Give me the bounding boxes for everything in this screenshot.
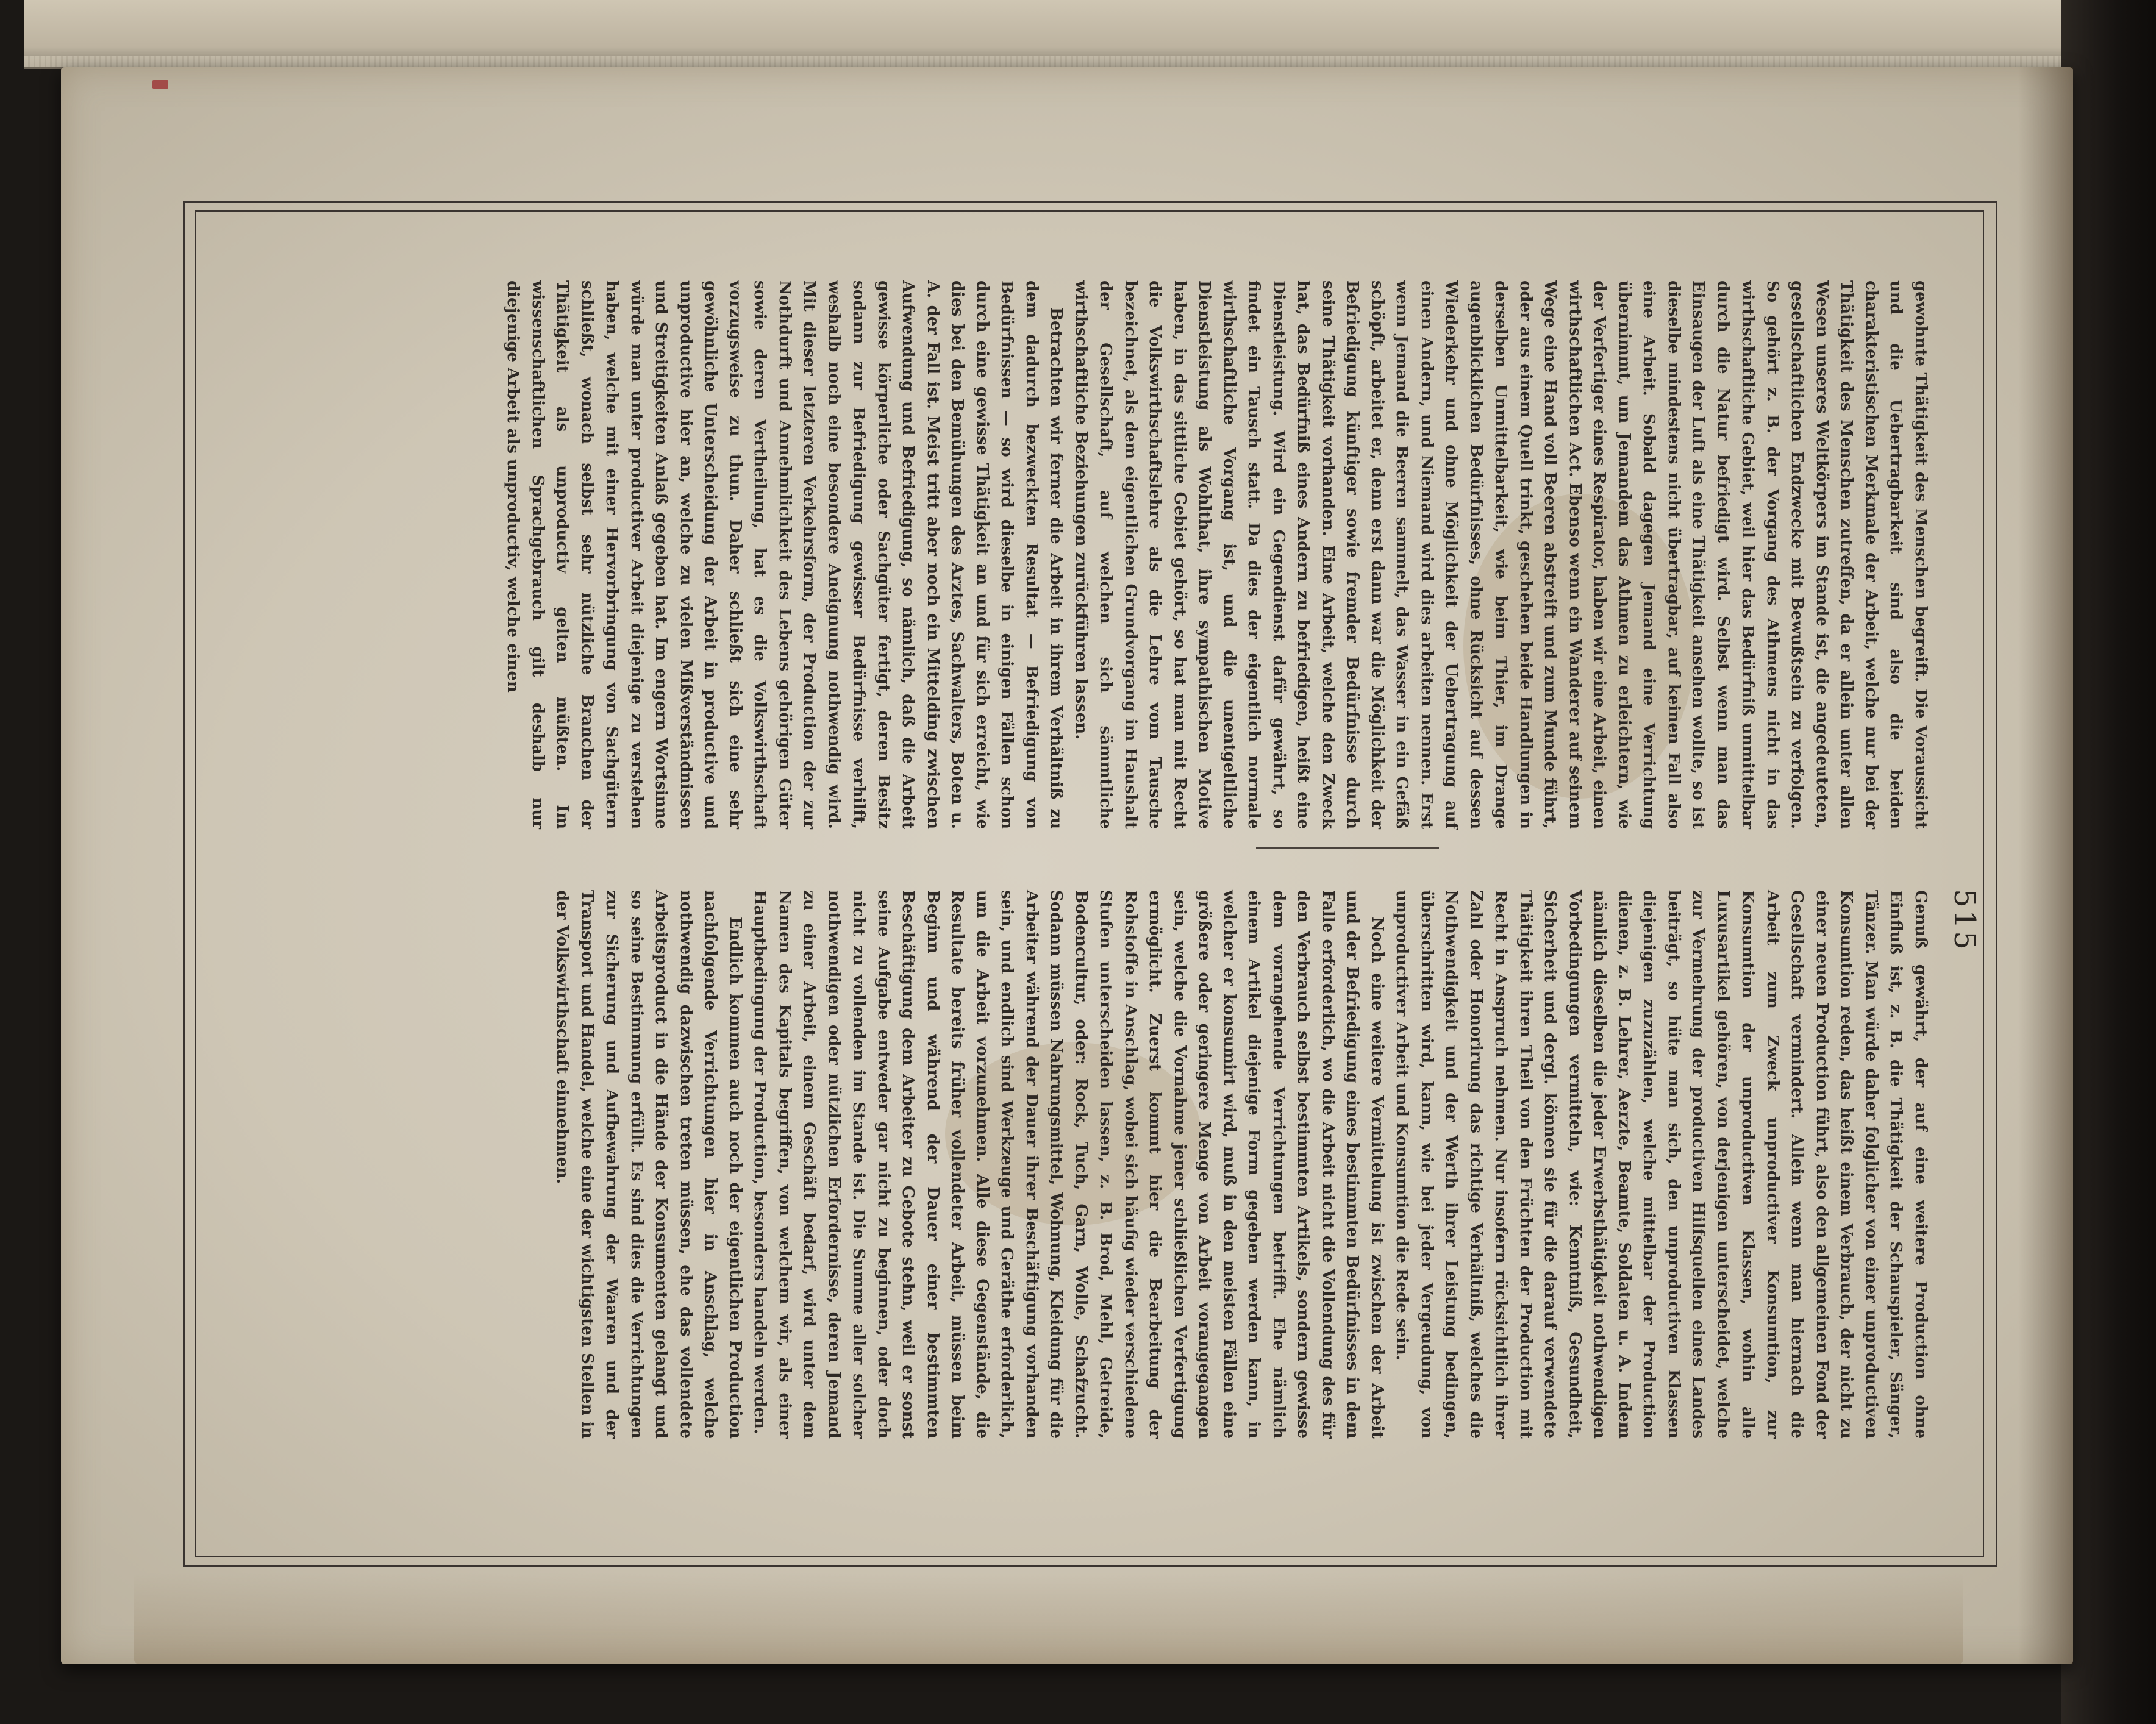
page-wear [134,1573,1963,1664]
page-gutter-shadow [2018,67,2073,1664]
page-edges [24,56,2122,67]
right-column [550,890,1933,1439]
rotated-text-block [402,238,1988,1481]
page-number: 515 [1947,889,1982,952]
paragraph: Betrachten wir ferner die Arbeit in ihrem Verhältniß zu dem dadurch bezweckten Resultat — Befriedigung von Bedürfnissen — so wird dieselbe in einigen Fällen schon durch eine gewisse Thätigkeit an und für sich erreicht, wie dies bei den Bemühungen des Arztes, Sachwalters, Boten u. A. der Fall ist. Meist tritt aber noch ein Mittelding zwischen Aufwendung und Befriedigung, so nämlich, daß die Arbeit gewisse körperliche oder Sachgüter fertigt, deren Besitz sodann zur Befriedigung gewisser Bedürfnisse verhilft, weshalb noch eine besondere Aneignung nothwendig wird. Mit dieser letzteren Verkehrsform, der Production der zur Nothdurft und Annehmlichkeit des Lebens gehörigen Güter sowie deren Vertheilung, hat es die Volkswirthschaft vorzugsweise zu thun. Daher schließt sich eine sehr gewöhnliche Unterscheidung der Arbeit in productive und unproductive hier an, welche zu vielen Mißverständnissen und Streitigkeiten Anlaß gegeben hat. Im engern Wortsinne würde man unter productiver Arbeit diejenige zu verstehen haben, welche mit einer Hervorbringung von Sachgütern schließt, wonach selbst sehr nützliche Branchen der Thätigkeit als unproductiv gelten müßten. Im wissenschaftlichen Sprachgebrauch gilt deshalb nur diejenige Arbeit als unproductiv, welche einen [504,280,1066,829]
book-binding [2061,0,2156,1724]
paragraph: gewohnte Thätigkeit des Menschen begreift. Die Voraussicht und die Uebertragbarkeit sind also die beiden charakteristischen Merkmale der Arbeit, welche nur bei der Thätigkeit des Menschen zutreffen, da er allein unter allen Wesen unseres Weltkörpers im Stande ist, die angedeuteten, gesellschaftlichen Endzwecke mit Bewußtsein zu verfolgen. So gehört z. B. der Vorgang des Athmens nicht in das wirthschaftliche Gebiet, weil hier das Bedürfniß unmittelbar durch die Natur befriedigt wird. Selbst wenn man das Einsaugen der Luft als eine Thätigkeit ansehen wollte, so ist dieselbe mindestens nicht übertragbar, auf keinen Fall also eine Arbeit. Sobald dagegen Jemand eine Verrichtung übernimmt, um Jemandem das Athmen zu erleichtern, wie der Verfertiger eines Respirator, haben wir eine Arbeit, einen wirthschaftlichen Act. Ebenso wenn ein Wanderer auf seinem Wege eine Hand voll Beeren abstreift und zum Munde führt, oder aus einem Quell trinkt, geschehen beide Handlungen in derselben Unmittelbarkeit, wie beim Thier, im Drange augenblicklichen Bedürfnisses, ohne Rücksicht auf dessen Wiederkehr und ohne Möglichkeit der Uebertragung auf einen Andern, und Niemand wird dies arbeiten nennen. Erst wenn Jemand die Beeren sammelt, das Wasser in ein Gefäß schöpft, arbeitet er, denn erst dann war die Möglichkeit der Befriedigung künftiger sowie fremder Bedürfnisse durch seine Thätigkeit vorhanden. Eine Arbeit, welche den Zweck hat, das Bedürfniß eines Andern zu befriedigen, heißt eine Dienstleistung. Wird ein Gegendienst dafür gewährt, so findet ein Tausch statt. Da dies der eigentlich normale wirthschaftliche Vorgang ist, und die unentgeltliche Dienstleistung als Wohlthat, ihre sympathischen Motive haben, in das sittliche Gebiet gehört, so hat man mit Recht die Volkswirthschaftslehre als die Lehre vom Tausche bezeichnet, als dem eigentlichen Grundvorgang im Haushalt der Gesellschaft, auf welchen sich sämmtliche wirthschaftliche Beziehungen zurückführen lassen. [1072,280,1930,829]
column-divider [1256,847,1439,849]
red-mark [152,80,168,89]
paragraph: Genuß gewährt, der auf eine weitere Production ohne Einfluß ist, z. B. die Thätigkeit der Schauspieler, Sänger, Tänzer. Man würde daher folglicher von einer unproductiven Konsumtion reden, das heißt einem Verbrauch, der nicht zu einer neuen Production führt, also den allgemeinen Fond der Gesellschaft vermindert. Allein wenn man hiernach die Arbeit zum Zweck unproductiver Konsumtion, zur Konsumtion der unproductiven Klassen, wohin alle Luxusartikel gehören, von derjenigen unterscheidet, welche zur Vermehrung der productiven Hilfsquellen eines Landes beiträgt, so hüte man sich, den unproductiven Klassen diejenigen zuzuzählen, welche mittelbar der Production dienen, z. B. Lehrer, Aerzte, Beamte, Soldaten u. A. Indem nämlich dieselben die jeder Erwerbsthätigkeit nothwendigen Vorbedingungen vermitteln, wie: Kenntniß, Gesundheit, Sicherheit und dergl. können sie für die darauf verwendete Thätigkeit ihren Theil von den Früchten der Production mit Recht in Anspruch nehmen. Nur insofern rücksichtlich ihrer Zahl oder Honorirung das richtige Verhältniß, welches die Nothwendigkeit und der Werth ihrer Leistung bedingen, überschritten wird, kann, wie bei jeder Vergeudung, von unproductiver Arbeit und Konsumtion die Rede sein. [1393,890,1930,1439]
paragraph: Noch eine weitere Vermittelung ist zwischen der Arbeit und der Befriedigung eines bestimmten Bedürfnisses in dem Falle erforderlich, wo die Arbeit nicht die Vollendung des für den Verbrauch selbst bestimmten Artikels, sondern gewisse dem vorangehende Verrichtungen betrifft. Ehe nämlich einem Artikel diejenige Form gegeben werden kann, in welcher er konsumirt wird, muß in den meisten Fällen eine größere oder geringere Menge von Arbeit vorangegangen sein, welche die Vornahme jener schließlichen Verfertigung ermöglicht. Zuerst kommt hier die Bearbeitung der Rohstoffe in Anschlag, wobei sich häufig wieder verschiedene Stufen unterscheiden lassen, z. B. Brod, Mehl, Getreide, Bodencultur, oder: Rock, Tuch, Garn, Wolle, Schafzucht. Sodann müssen Nahrungsmittel, Wohnung, Kleidung für die Arbeiter während der Dauer ihrer Beschäftigung vorhanden sein, und endlich sind Werkzeuge und Geräthe erforderlich, um die Arbeit vorzunehmen. Alle diese Gegenstände, die Resultate bereits früher vollendeter Arbeit, müssen beim Beginn und während der Dauer einer bestimmten Beschäftigung dem Arbeiter zu Gebote stehn, weil er sonst seine Aufgabe entweder gar nicht zu beginnen, oder doch nicht zu vollenden im Stande ist. Die Summe aller solcher nothwendigen oder nützlichen Erfordernisse, deren Jemand zu einer Arbeit, einem Geschäft bedarf, wird unter dem Namen des Kapitals begriffen, von welchem wir, als einer Hauptbedingung der Production, besonders handeln werden. [751,890,1387,1439]
book-cover-top [24,0,2122,69]
paragraph: Endlich kommen auch noch der eigentlichen Production nachfolgende Verrichtungen hier in Anschlag, welche nothwendig dazwischen treten müssen, ehe das vollendete Arbeitsproduct in die Hände der Konsumenten gelangt und so seine Bestimmung erfüllt. Es sind dies die Verrichtungen zur Sicherung und Aufbewahrung der Waaren und der Transport und Handel, welche eine der wichtigsten Stellen in der Volkswirthschaft einnehmen. [553,890,744,1439]
left-column [501,280,1933,829]
